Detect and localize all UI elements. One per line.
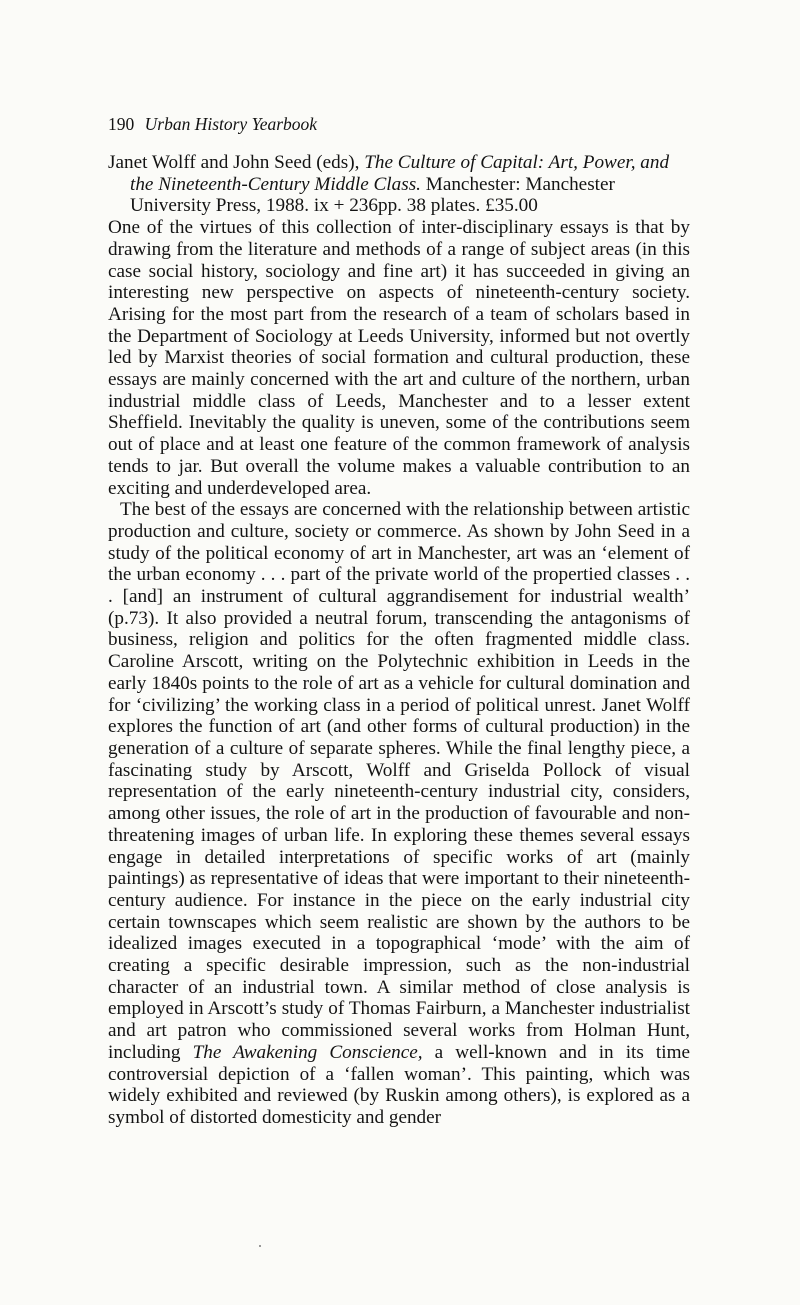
citation-authors: Janet Wolff and John Seed (eds), bbox=[108, 152, 360, 173]
artwork-title: The Awakening Conscience, bbox=[192, 1041, 423, 1063]
page-number: 190 bbox=[108, 114, 135, 134]
paragraph-2-text-a: The best of the essays are concerned with the relationship between artistic production and culture, society or commerce. As shown by John Seed in a study of the political economy of art in Manchester, art was an ‘element of the urban economy . . . part of the private world of the propertied classes . . . [and] an instrument of cultural aggrandisement for industrial wealth’ (p.73). It also provided a neutral forum, transcending the antagonisms of business, religion and politics for the often fragmented middle class. Caroline Arscott, writing on the Polytechnic exhibition in Leeds in the early 1840s points to the role of art as a vehicle for cultural domination and for ‘civilizing’ the working class in a period of political unrest. Janet Wolff explores the function of art (and other forms of cultural production) in the generation of a culture of separate spheres. While the final lengthy piece, a fascinating study by Arscott, Wolff and Griselda Pollock of visual representation of the early nineteenth-century industrial city, considers, among other issues, the role of art in the production of favourable and non-threatening images of urban life. In exploring these themes several essays engage in detailed interpretations of specific works of art (mainly paintings) as representative of ideas that were important to their nineteenth-century audience. For instance in the piece on the early industrial city certain townscapes which seem realistic are shown by the authors to be idealized images executed in a topographical ‘mode’ with the aim of creating a specific desirable impression, such as the non-industrial character of an industrial town. A similar method of close analysis is employed in Arscott’s study of Thomas Fairburn, a Manchester industrialist and art patron who commissioned several works from Holman Hunt, including bbox=[108, 499, 690, 1063]
running-header bbox=[108, 114, 317, 136]
paragraph-2-text-b: a well-known and in its time controversial depiction of a ‘fallen woman’. This painting, which was widely exhibited and reviewed (by Ruskin among others), is explored as a symbol of distorted domesticity and gender bbox=[108, 1041, 691, 1128]
page-speck bbox=[259, 1245, 261, 1247]
body-paragraph-2 bbox=[108, 499, 690, 1128]
body-paragraph-1: One of the virtues of this collection of inter-disciplinary essays is that by drawing from the literature and methods of a range of subject areas (in this case social history, sociology and fine art) it has succeeded in giving an interesting new perspective on aspects of nineteenth-century society. Arising for the most part from the research of a team of scholars based in the Department of Sociology at Leeds University, informed but not overtly led by Marxist theories of social formation and cultural production, these essays are mainly concerned with the art and culture of the northern, urban industrial middle class of Leeds, Manchester and to a lesser extent Sheffield. Inevitably the quality is uneven, some of the contributions seem out of place and at least one feature of the common framework of analysis tends to jar. But overall the volume makes a valuable contribution to an exciting and underdeveloped area. bbox=[108, 217, 690, 499]
citation-publication: Manchester: Manchester University Press, 1988. ix + 236pp. 38 plates. £35.00 bbox=[130, 173, 615, 217]
running-title: Urban History Yearbook bbox=[144, 114, 318, 134]
book-citation bbox=[108, 152, 690, 217]
review-content bbox=[108, 152, 690, 1129]
citation-title: The Culture of Capital: Art, Power, and the Nineteenth-Century Middle Class. bbox=[130, 152, 670, 195]
